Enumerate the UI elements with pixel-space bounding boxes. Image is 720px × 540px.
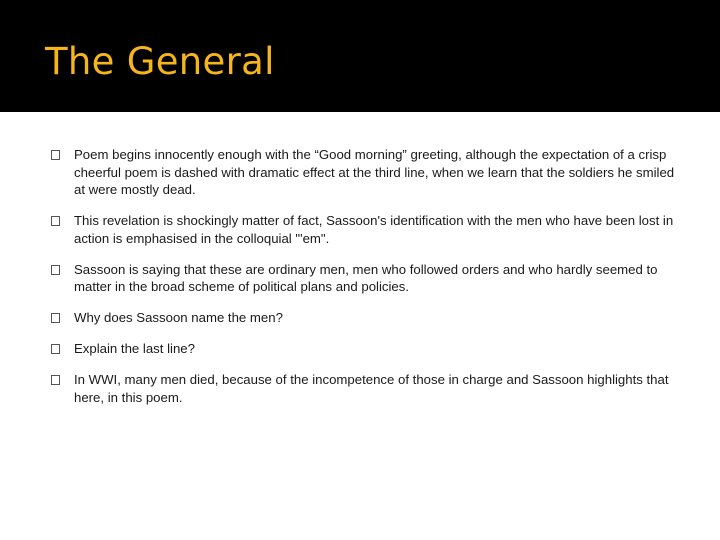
bullet-item: [50, 309, 680, 327]
slide-title: The General: [45, 40, 275, 83]
square-bullet-icon: [51, 313, 60, 323]
square-bullet-icon: [51, 216, 60, 226]
bullet-list: [50, 146, 680, 406]
square-bullet-icon: [51, 344, 60, 354]
bullet-item: [50, 146, 680, 199]
bullet-text: In WWI, many men died, because of the incompetence of those in charge and Sassoon highlights that here, in this poem.: [74, 372, 669, 405]
bullet-item: [50, 212, 680, 247]
bullet-text: Explain the last line?: [74, 341, 195, 356]
square-bullet-icon: [51, 375, 60, 385]
bullet-text: Sassoon is saying that these are ordinary men, men who followed orders and who hardly seemed to matter in the broad scheme of political plans and policies.: [74, 261, 658, 294]
square-bullet-icon: [51, 150, 60, 160]
bullet-item: [50, 340, 680, 358]
bullet-text: This revelation is shockingly matter of fact, Sassoon's identification with the men who have been lost in action is emphasised in the colloquial "'em".: [74, 213, 674, 246]
bullet-item: [50, 261, 680, 296]
bullet-text: Why does Sassoon name the men?: [74, 310, 283, 325]
square-bullet-icon: [51, 265, 60, 275]
bullet-text: Poem begins innocently enough with the “Good morning” greeting, although the expectation of a crisp cheerful poem is dashed with dramatic effect at the third line, when we learn that the soldiers he smiled at were mostly dead.: [74, 147, 675, 197]
bullet-item: [50, 371, 680, 406]
